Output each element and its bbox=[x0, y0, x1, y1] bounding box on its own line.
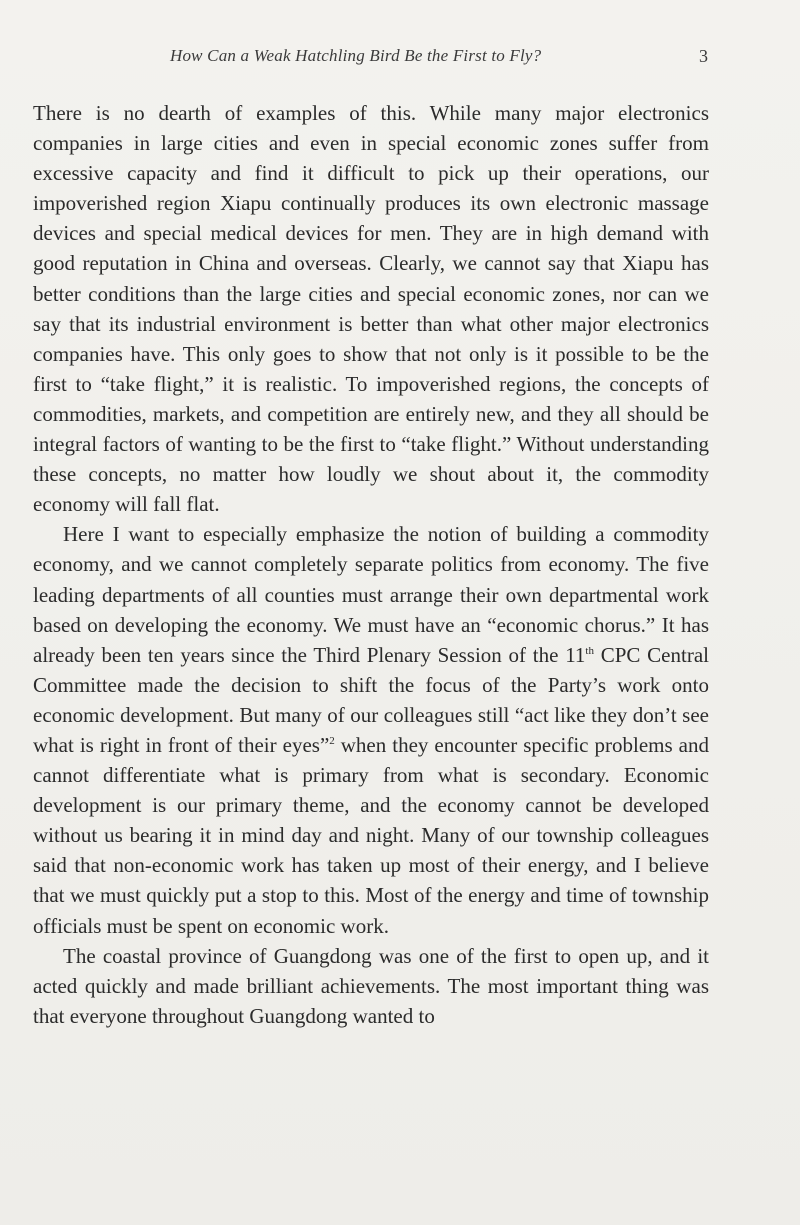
paragraph-3: The coastal province of Guangdong was one of the first to open up, and it acted quickly and made brilliant achievements. The most important thing was that everyone throughout Guangdong wanted to bbox=[33, 943, 709, 1028]
ordinal-superscript: th bbox=[585, 644, 594, 657]
paragraph-2-part-c: when they encounter specific problems and cannot differentiate what is primary from what is secondary. Economic development is our primary theme, and the economy cannot be developed without us bearing it in mind day and night. Many of our township colleagues said that non-economic work has taken up most of their energy, and I believe that we must quickly put a stop to this. Most of the energy and time of township officials must be spent on economic work. bbox=[33, 732, 709, 938]
paragraph-2-part-b: CPC Central Committee made the decision to shift the focus of the Party’s work onto economic development. But many of our colleagues still “act like they don’t see what is right in front of their eyes” bbox=[33, 642, 709, 757]
page-number: 3 bbox=[699, 46, 708, 66]
footnote-marker: 2 bbox=[329, 734, 335, 747]
paragraph-2-part-a: Here I want to especially emphasize the notion of building a commodity economy, and we cannot completely separate politics from economy. The five leading departments of all counties must arrange their own departmental work based on developing the economy. We must have an “economic chorus.” It has already been ten years since the Third Plenary Session of the 11 bbox=[33, 522, 709, 667]
body-text bbox=[33, 98, 709, 1031]
paragraph-1: There is no dearth of examples of this. While many major electronics companies in large cities and even in special economic zones suffer from excessive capacity and find it difficult to pick up their operations, our impoverished region Xiapu continually produces its own electronic massage devices and special medical devices for men. They are in high demand with good reputation in China and overseas. Clearly, we cannot say that Xiapu has better conditions than the large cities and special economic zones, nor can we say that its industrial environment is better than what other major electronics companies have. This only goes to show that not only is it possible to be the first to “take flight,” it is realistic. To impoverished regions, the concepts of commodities, markets, and competition are entirely new, and they all should be integral factors of wanting to be the first to “take flight.” Without understanding these concepts, no matter how loudly we shout about it, the commodity economy will fall flat. bbox=[33, 101, 709, 517]
running-head: How Can a Weak Hatchling Bird Be the First to Fly? bbox=[170, 46, 542, 65]
paragraph-2 bbox=[33, 519, 709, 940]
